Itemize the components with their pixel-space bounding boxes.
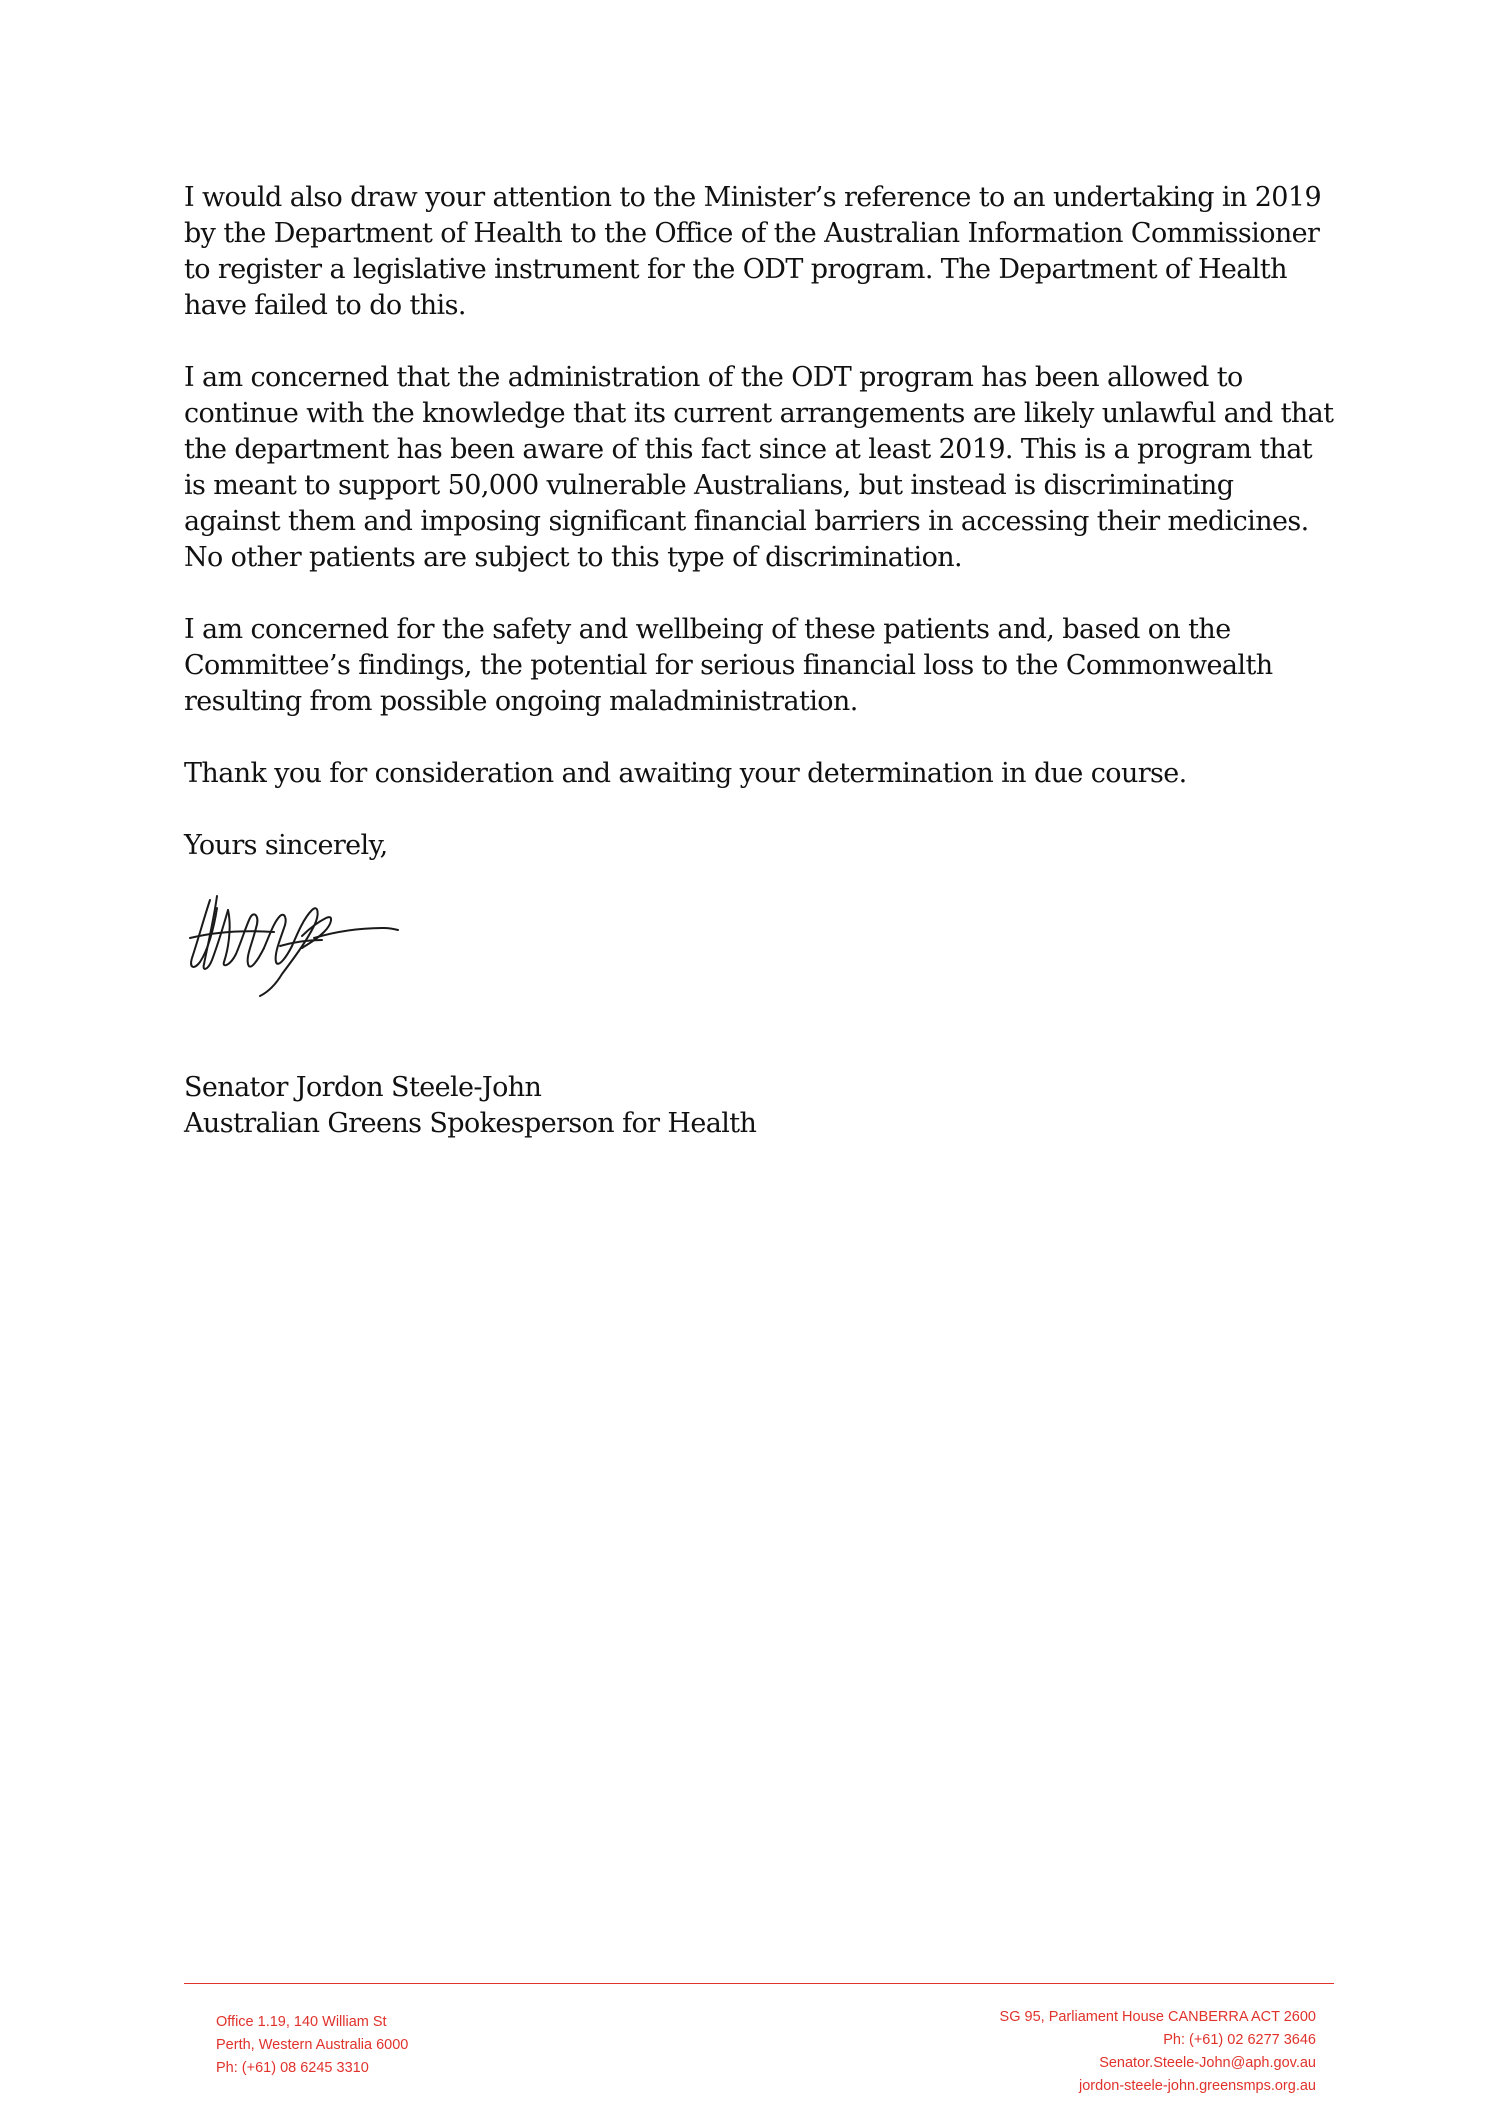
senator-website: jordon-steele-john.greensmps.org.au [1079, 2078, 1316, 2094]
closing-salutation: Yours sincerely, [184, 830, 388, 861]
signatory-name: Senator Jordon Steele-John [184, 1072, 542, 1103]
signature-block [184, 1070, 756, 1142]
canberra-office-phone: Ph: (+61) 02 6277 3646 [1163, 2032, 1316, 2048]
letter-body [184, 180, 1334, 900]
paragraph-attention: I would also draw your attention to the Minister’s reference to an undertaking in 2019 by the Department of Health to the Office of the Australian Information Commissioner to register a legislative instrument for the ODT program. The Department of Health have failed to do this. [184, 182, 1322, 321]
footer-perth-office [216, 2011, 408, 2080]
paragraph-thanks: Thank you for consideration and awaiting your determination in due course. [184, 758, 1187, 789]
footer-divider [184, 1983, 1334, 1984]
perth-office-address-line-1: Office 1.19, 140 William St [216, 2014, 387, 2030]
handwritten-signature [184, 888, 404, 998]
footer-canberra-office [1000, 2006, 1316, 2098]
paragraph-safety-concern: I am concerned for the safety and wellbeing of these patients and, based on the Committee’s findings, the potential for serious financial loss to the Commonwealth resulting from possible ongoing maladministration. [184, 614, 1273, 717]
perth-office-address-line-2: Perth, Western Australia 6000 [216, 2037, 409, 2053]
perth-office-phone: Ph: (+61) 08 6245 3310 [216, 2060, 369, 2076]
senator-email: Senator.Steele-John@aph.gov.au [1099, 2055, 1316, 2071]
canberra-office-address: SG 95, Parliament House CANBERRA ACT 2600 [999, 2009, 1316, 2025]
signatory-title: Australian Greens Spokesperson for Health [184, 1108, 757, 1139]
paragraph-administration-concern: I am concerned that the administration of the ODT program has been allowed to continue with the knowledge that its current arrangements are likely unlawful and that the department has been aware of this fact since at least 2019. This is a program that is meant to support 50,000 vulnerable Australians, but instead is discriminating against them and imposing significant financial barriers in accessing their medicines. No other patients are subject to this type of discrimination. [184, 362, 1334, 573]
